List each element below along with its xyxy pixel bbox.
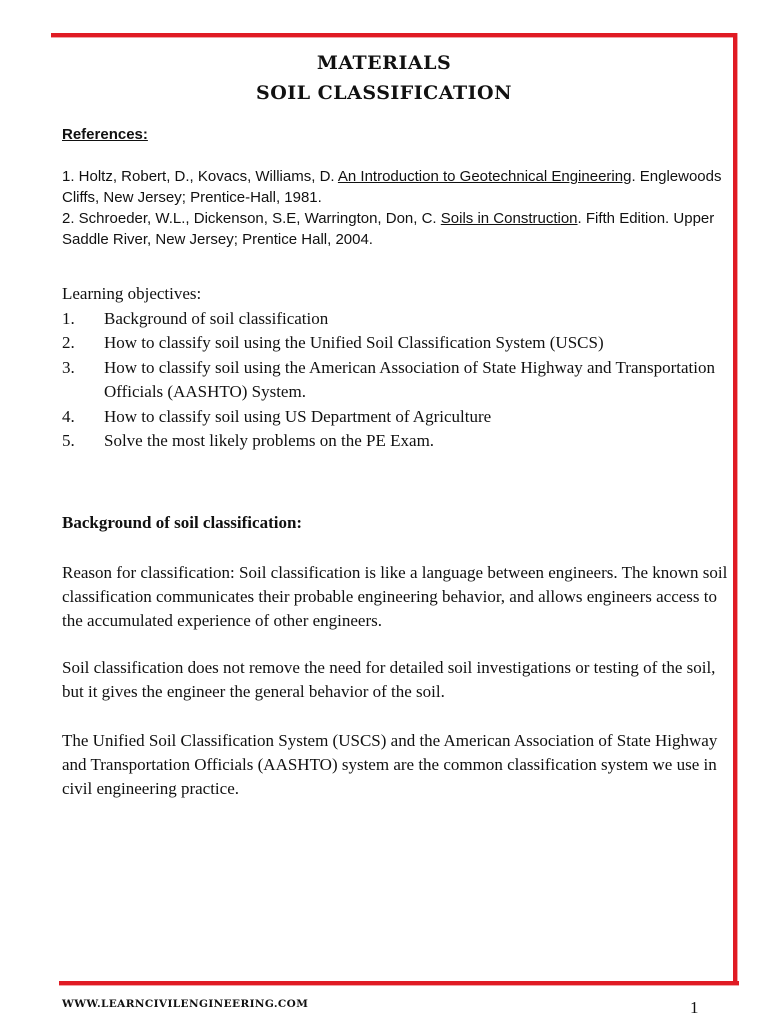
reference-2-publisher: . Fifth Edition. Upper Saddle River, New Jersey; Prentice Hall, 2004.	[62, 210, 715, 248]
objective-item	[62, 356, 732, 405]
objective-number: 3.	[62, 357, 75, 377]
objective-number: 2.	[62, 333, 75, 352]
bottom-border-line	[59, 981, 739, 985]
reference-2-authors: 2. Schroeder, W.L., Dickenson, S.E, Warrington, Don, C.	[62, 210, 441, 227]
background-paragraph-2: Soil classification does not remove the need for detailed soil investigations or testing of the soil, but it gives the engineer the general behavior of the soil.	[62, 658, 716, 701]
right-border-line	[733, 33, 737, 985]
references-heading: References:	[62, 126, 148, 143]
background-paragraph-3: The Unified Soil Classification System (USCS) and the American Association of State Highway and Transportation Officials (AASHTO) system are the common classification system we use in civil engineering practice.	[62, 731, 718, 798]
reference-2-title: Soils in Construction	[440, 210, 578, 227]
objective-item	[62, 331, 732, 356]
objective-number: 1.	[62, 308, 75, 328]
footer-website-url: WWW.LEARNCIVILENGINEERING.COM	[62, 998, 309, 1010]
objective-text: Solve the most likely problems on the PE Exam.	[104, 431, 435, 450]
objective-text: Background of soil classification	[104, 308, 329, 328]
objective-text: How to classify soil using US Department of Agriculture	[104, 406, 492, 426]
background-heading: Background of soil classification:	[62, 513, 303, 532]
page-number: 1	[690, 998, 699, 1017]
learning-objectives	[62, 282, 732, 454]
reference-item-2	[62, 208, 722, 250]
reference-item-1	[62, 166, 722, 208]
objective-item	[62, 429, 732, 454]
reference-1-title: An Introduction to Geotechnical Engineering	[337, 168, 632, 185]
reference-1-authors: 1. Holtz, Robert, D., Kovacs, Williams, D.	[62, 168, 338, 185]
objective-item	[62, 405, 732, 430]
document-title-line1: MATERIALS	[316, 52, 452, 74]
objective-text: How to classify soil using the Unified Soil Classification System (USCS)	[104, 333, 604, 352]
objectives-list	[62, 307, 732, 454]
reference-1-publisher: . Englewoods Cliffs, New Jersey; Prentice-Hall, 1981.	[62, 168, 722, 206]
background-paragraph-1: Reason for classification: Soil classification is like a language between engineers. The known soil classification communicates their probable engineering behavior, and allows engineers access to the accumulated experience of other engineers.	[62, 563, 728, 630]
objective-number: 4.	[62, 406, 75, 426]
document-title-line2: SOIL CLASSIFICATION	[256, 82, 512, 104]
top-border-line	[51, 33, 737, 37]
objective-item	[62, 307, 732, 332]
references-list	[62, 166, 722, 250]
objective-text: How to classify soil using the American Association of State Highway and Transportation Officials (AASHTO) System.	[104, 357, 715, 401]
objectives-intro: Learning objectives:	[62, 284, 202, 303]
objective-number: 5.	[62, 431, 75, 450]
